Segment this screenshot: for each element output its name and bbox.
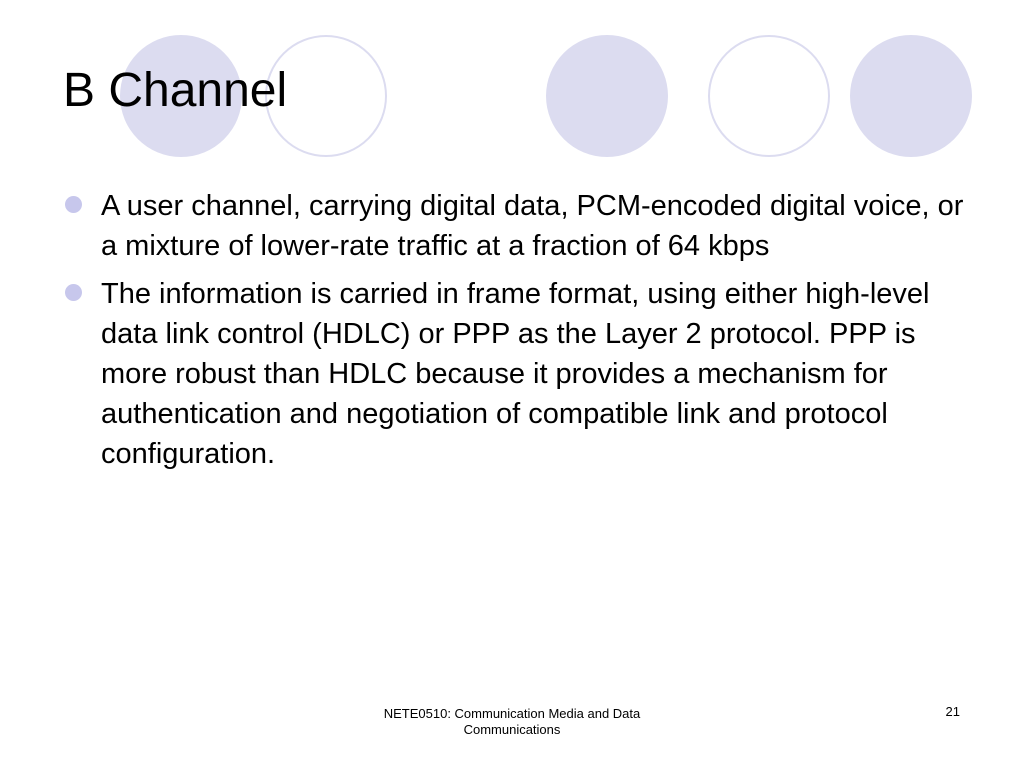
bullet-dot-icon bbox=[65, 284, 82, 301]
slide-title: B Channel bbox=[63, 64, 288, 117]
page-number: 21 bbox=[945, 704, 960, 719]
bullet-text: The information is carried in frame format, using either high-level data link control (HDLC) or PPP as the Layer 2 protocol. PPP is more robust than HDLC because it provides a mechanism for authentication and negotiation of compatible link and protocol configuration. bbox=[101, 278, 930, 470]
decorative-circle-outline bbox=[708, 35, 830, 157]
bullet-dot-icon bbox=[65, 196, 82, 213]
slide-footer: NETE0510: Communication Media and Data Communications bbox=[383, 706, 641, 737]
bullet-item bbox=[65, 274, 965, 474]
decorative-circle-filled bbox=[850, 35, 972, 157]
bullet-item bbox=[65, 186, 965, 266]
bullet-text: A user channel, carrying digital data, PCM-encoded digital voice, or a mixture of lower-rate traffic at a fraction of 64 kbps bbox=[101, 190, 964, 262]
bullet-list bbox=[65, 186, 965, 482]
decorative-circle-filled bbox=[546, 35, 668, 157]
